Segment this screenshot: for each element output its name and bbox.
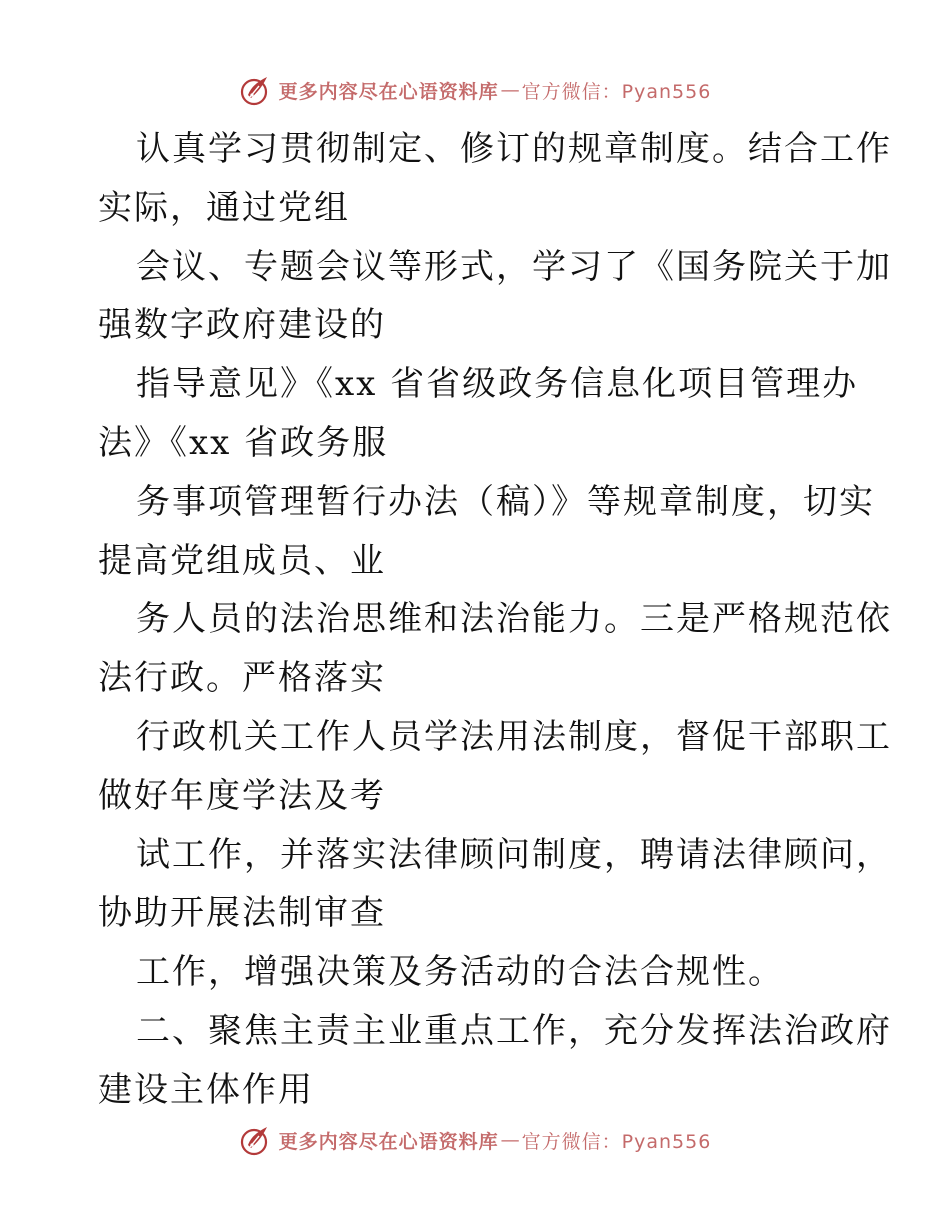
- pen-nib-logo-icon: [239, 73, 273, 107]
- text-line: 指导意见》《xx 省省级政务信息化项目管理办: [136, 364, 859, 405]
- document-body: [98, 120, 892, 1120]
- text-line: 务人员的法治思维和法治能力。三是严格规范依: [136, 599, 892, 640]
- text-line: 做好年度学法及考: [98, 775, 386, 816]
- footer-dash: —: [500, 1129, 520, 1151]
- header-brand-text: 更多内容尽在心语资料库: [278, 80, 499, 103]
- header-banner: [0, 70, 950, 110]
- text-line: 会议、专题会议等形式，学习了《国务院关于加: [136, 246, 892, 287]
- footer-banner: [0, 1120, 950, 1160]
- pen-nib-logo-icon: [239, 1123, 273, 1157]
- footer-brand-text: 更多内容尽在心语资料库: [278, 1130, 499, 1153]
- text-line: 工作，增强决策及务活动的合法合规性。: [136, 952, 784, 993]
- text-line: 试工作，并落实法律顾问制度，聘请法律顾问，: [136, 834, 892, 875]
- footer-wechat-text: 官方微信：Pyan556: [521, 1130, 712, 1153]
- text-line: 协助开展法制审查: [98, 893, 386, 934]
- header-wechat-text: 官方微信：Pyan556: [521, 80, 712, 103]
- text-line: 二、聚焦主责主业重点工作，充分发挥法治政府: [136, 1010, 892, 1051]
- text-line: 务事项管理暂行办法（稿）》等规章制度，切实: [136, 481, 875, 522]
- text-line: 行政机关工作人员学法用法制度，督促干部职工: [136, 716, 892, 757]
- text-line: 建设主体作用: [98, 1069, 314, 1110]
- text-line: 认真学习贯彻制定、修订的规章制度。结合工作: [136, 129, 892, 169]
- text-line: 实际，通过党组: [98, 187, 350, 228]
- header-dash: —: [500, 79, 520, 101]
- text-line: 强数字政府建设的: [98, 305, 386, 346]
- text-line: 提高党组成员、业: [98, 540, 386, 581]
- text-line: 法》《xx 省政务服: [98, 422, 389, 463]
- text-line: 法行政。严格落实: [98, 658, 386, 699]
